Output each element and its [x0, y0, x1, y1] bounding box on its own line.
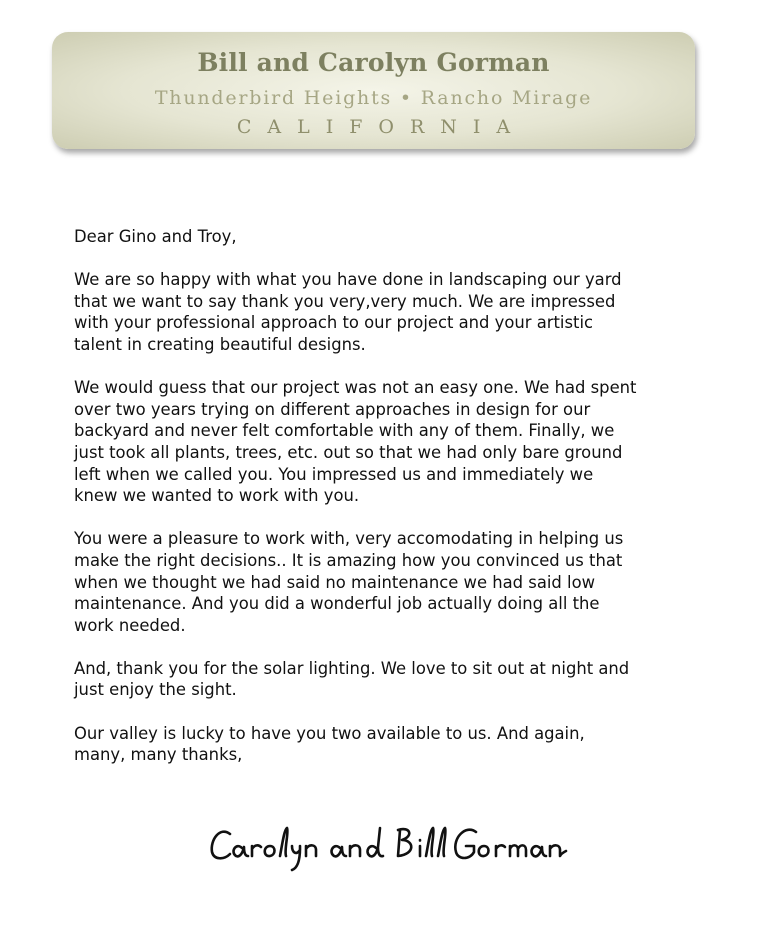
salutation: Dear Gino and Troy, — [74, 227, 237, 246]
handwritten-signature — [208, 818, 608, 878]
letterhead-name: Bill and Carolyn Gorman — [197, 48, 550, 77]
letter-body — [74, 226, 714, 787]
paragraph-2: We would guess that our project was not an easy one. We had spent over two years trying on different approaches in design for our backyard and never felt comfortable with any of them. Finally, we just took all plants, trees, etc. out so that we had only bare ground left when we called you. You impressed us and immediately we knew we wanted to work with you. — [74, 378, 637, 506]
paragraph-4: And, thank you for the solar lighting. We love to sit out at night and just enjoy the sight. — [74, 658, 630, 700]
letterhead-address: Thunderbird Heights • Rancho Mirage — [154, 87, 593, 109]
letterhead-state: CALIFORNIA — [236, 116, 527, 138]
paragraph-1: We are so happy with what you have done in landscaping our yard that we want to say thank you very,very much. We are impressed with your professional approach to our project and your artistic talent in creating beautiful designs. — [74, 270, 622, 354]
paragraph-3: You were a pleasure to work with, very accomodating in helping us make the right decisions.. It is amazing how you convinced us that when we thought we had said no maintenance we had said low maintenance. And you did a wonderful job actually doing all the work needed. — [74, 529, 624, 635]
paragraph-5: Our valley is lucky to have you two available to us. And again, many, many thanks, — [74, 723, 585, 765]
letterhead — [52, 32, 695, 149]
